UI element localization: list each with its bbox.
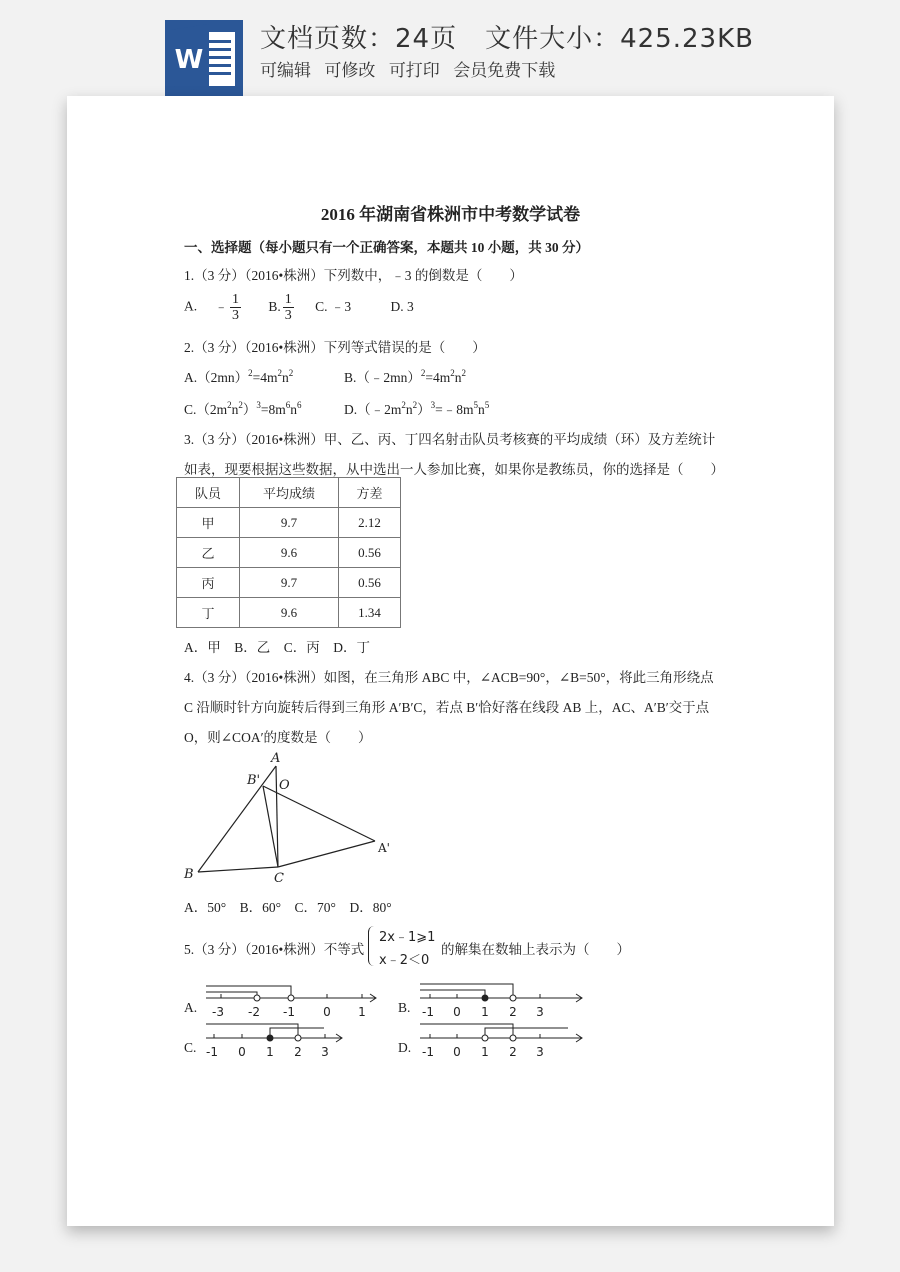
tick-label: 2 (509, 1005, 517, 1019)
table-header: 队员 (177, 478, 240, 508)
table-cell: 2.12 (339, 508, 401, 538)
segment-bc (198, 867, 278, 872)
q5-option-b-label: B. (398, 1000, 411, 1015)
exam-title: 2016 年湖南省株洲市中考数学试卷 (320, 205, 581, 224)
tick-label: 0 (453, 1005, 461, 1019)
inequality-2: x﹣2＜0 (379, 953, 430, 968)
tick-label: 0 (323, 1005, 331, 1019)
inequality-1: 2x﹣1⩾1 (379, 930, 436, 945)
tick-label: 3 (536, 1005, 544, 1019)
table-cell: 甲 (177, 508, 240, 538)
score-table (176, 477, 401, 628)
file-size-label: 文件大小：425.23KB (485, 24, 754, 54)
tick-label: -3 (212, 1005, 224, 1019)
question-4-options: A．50° B．60° C．70° D．80° (184, 900, 392, 915)
tick-label: 2 (294, 1045, 302, 1059)
label-c: C (274, 871, 284, 886)
label-b: B (184, 867, 194, 882)
tick-label: 3 (536, 1045, 544, 1059)
download-banner (0, 0, 900, 96)
tick-label: 0 (453, 1045, 461, 1059)
label-b-prime: B' (247, 773, 261, 788)
tick-label: 2 (509, 1045, 517, 1059)
segment-b-prime-c (263, 786, 278, 867)
segment-ab (198, 766, 276, 872)
segment-c-a-prime (278, 841, 375, 867)
question-2-option-c: $C.(2m^2n^2)^3=8m^6n^6$ (184, 400, 302, 417)
table-cell: 9.6 (240, 538, 339, 568)
question-4-line-2: C 沿顺时针方向旋转后得到三角形 A′B′C，若点 B′恰好落在线段 AB 上，AC、A′B′交于点 (184, 700, 710, 715)
tick-label: 1 (358, 1005, 366, 1019)
segment-ac (276, 766, 278, 867)
table-cell: 丙 (177, 568, 240, 598)
number-line-option-a (204, 980, 384, 1020)
inequality-brace (368, 926, 379, 966)
segment-b-prime-a-prime (263, 786, 375, 841)
number-line-option-b (418, 980, 588, 1020)
number-line-option-d (418, 1020, 588, 1060)
section-heading: 一、选择题（每小题只有一个正确答案，本题共 10 小题，共 30 分） (184, 240, 589, 255)
question-5-stem-a: 5.（3 分）（2016•株洲）不等式 (184, 942, 365, 957)
question-4-line-3: O，则∠COA′的度数是（ ） (184, 730, 372, 745)
feature-modifiable: 可修改 (324, 61, 376, 81)
tick-label: 1 (481, 1045, 489, 1059)
tick-label: -1 (283, 1005, 295, 1019)
question-2-option-a: $A.(2mn)^2=4m^2n^2$ (184, 368, 294, 385)
question-2-stem: 2.（3 分）（2016•株洲）下列等式错误的是（ ） (184, 340, 486, 355)
table-header: 平均成绩 (240, 478, 339, 508)
tick-label: -1 (206, 1045, 218, 1059)
number-line-option-c (204, 1020, 349, 1060)
document-page (67, 96, 834, 1226)
page-count-label: 文档页数：24页 (260, 24, 458, 54)
tick-label: 1 (266, 1045, 274, 1059)
option-b-label: B. (268, 298, 281, 314)
table-row (177, 508, 401, 538)
option-c: C. ﹣3 (315, 298, 352, 314)
table-cell: 0.56 (339, 538, 401, 568)
question-1-stem: 1.（3 分）（2016•株洲）下列数中，﹣3 的倒数是（ ） (184, 268, 523, 283)
table-cell: 乙 (177, 538, 240, 568)
table-cell: 9.7 (240, 508, 339, 538)
option-a-label: A. (184, 298, 198, 314)
option-a-sign: ﹣ (214, 298, 228, 314)
table-header: 方差 (339, 478, 401, 508)
option-d: D. 3 (390, 298, 414, 314)
label-o: O (279, 778, 290, 793)
table-row (177, 568, 401, 598)
question-2-option-d: $D.(﹣2m^2n^2)^3=﹣8m^5n^5$ (344, 400, 490, 417)
word-document-icon (165, 20, 243, 96)
banner-file-info (260, 18, 754, 55)
banner-features (260, 56, 563, 81)
feature-free-download: 会员免费下载 (453, 61, 556, 81)
question-3-line-2: 如表，现要根据这些数据，从中选出一人参加比赛，如果你是教练员，你的选择是（ ） (184, 462, 724, 477)
tick-label: 1 (481, 1005, 489, 1019)
q5-option-c-label: C. (184, 1040, 197, 1055)
feature-printable: 可打印 (388, 61, 440, 81)
table-cell: 0.56 (339, 568, 401, 598)
question-4-line-1: 4.（3 分）（2016•株洲）如图，在三角形 ABC 中，∠ACB=90°，∠B=50°，将此三角形绕点 (184, 670, 714, 685)
question-3-options: A．甲 B．乙 C．丙 D．丁 (184, 640, 371, 655)
tick-label: -2 (248, 1005, 260, 1019)
q5-option-a-label: A. (184, 1000, 198, 1015)
tick-label: 0 (238, 1045, 246, 1059)
triangle-figure (177, 750, 407, 890)
feature-editable: 可编辑 (260, 61, 311, 81)
table-cell: 9.6 (240, 598, 339, 628)
tick-label: 3 (321, 1045, 329, 1059)
label-a: A (271, 751, 281, 766)
svg-text:W: W (174, 45, 204, 75)
table-row (177, 598, 401, 628)
option-a-fraction: $\frac{1}{3}$ (232, 292, 239, 323)
q5-option-d-label: D. (398, 1040, 412, 1055)
table-cell: 丁 (177, 598, 240, 628)
table-cell: 9.7 (240, 568, 339, 598)
question-1-options (184, 292, 414, 323)
tick-label: -1 (422, 1005, 434, 1019)
question-2-option-b: $B.(﹣2mn)^2=4m^2n^2$ (344, 368, 467, 385)
question-3-line-1: 3.（3 分）（2016•株洲）甲、乙、丙、丁四名射击队员考核赛的平均成绩（环）及方差统计 (184, 432, 716, 447)
table-header-row (177, 478, 401, 508)
table-row (177, 538, 401, 568)
option-b-fraction: $\frac{1}{3}$ (284, 292, 292, 323)
table-cell: 1.34 (339, 598, 401, 628)
label-a-prime: A' (378, 841, 390, 855)
question-5-stem-b: 的解集在数轴上表示为（ ） (441, 942, 630, 957)
tick-label: -1 (422, 1045, 434, 1059)
